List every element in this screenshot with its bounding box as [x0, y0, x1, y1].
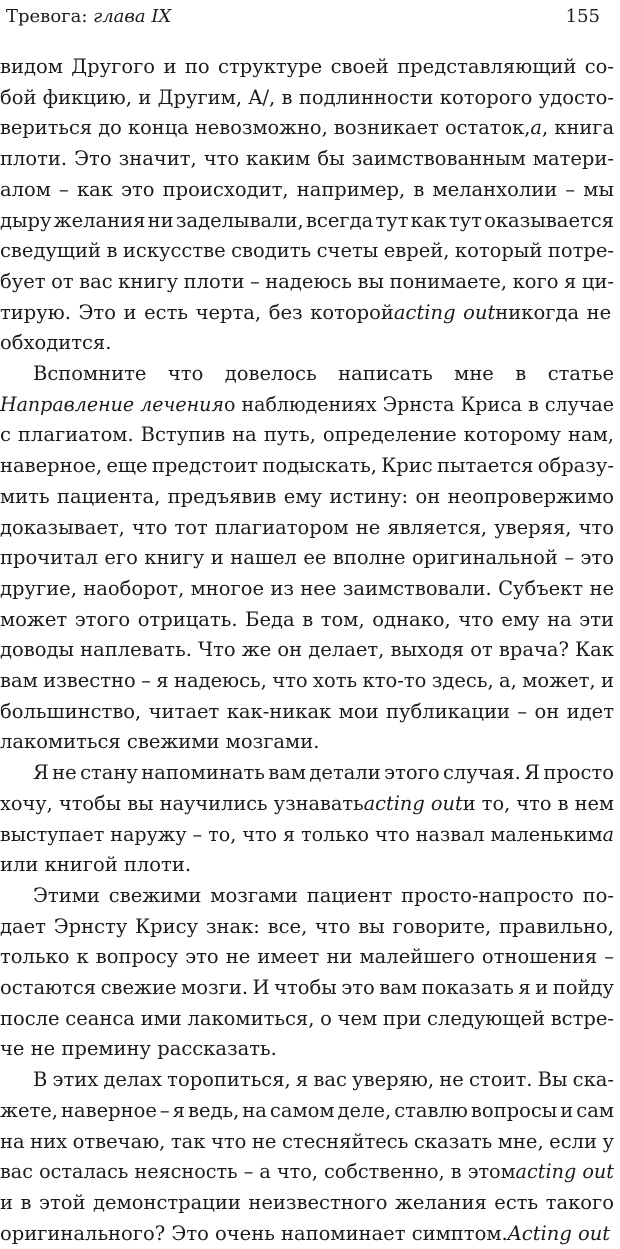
text-run: о наблюдениях Эрнста Криса в случае — [223, 392, 614, 416]
italic-run: Направление лечения — [0, 392, 224, 416]
text-line-content — [0, 1157, 614, 1187]
text-line — [0, 1065, 614, 1095]
text-line — [0, 635, 614, 665]
text-line-content — [33, 881, 614, 911]
text-run: прочитал его книгу и нашел ее вполне оригинальной – это — [0, 546, 614, 570]
text-line — [0, 113, 614, 143]
text-run: Я не стану напоминать вам детали этого случая. Я просто — [33, 761, 614, 785]
text-line-content — [0, 574, 614, 604]
text-line-content — [0, 1096, 614, 1126]
text-run: Этими свежими мозгами пациент просто-напросто по- — [33, 883, 614, 907]
text-line — [0, 697, 614, 727]
text-run: В этих делах торопиться, я вас уверяю, не стоит. Вы ска- — [33, 1068, 614, 1092]
text-line-content — [0, 789, 614, 819]
text-line-content — [0, 635, 614, 665]
text-run: остаются свежие мозги. И чтобы это вам показать я и пойду — [0, 976, 614, 999]
text-line-content — [33, 359, 614, 389]
text-line-content — [0, 1034, 277, 1064]
text-line — [0, 267, 614, 297]
text-run: большинство, читает как-никак мои публикации – он идет — [0, 699, 614, 723]
text-line-content — [0, 83, 614, 113]
text-run: плоти. Это значит, что каким бы заимствованным матери- — [0, 147, 614, 171]
text-line — [0, 758, 614, 788]
text-line-content — [0, 482, 614, 512]
text-line-content — [0, 973, 614, 1003]
text-run: видом Другого и по структуре своей представляющий со- — [0, 55, 614, 78]
text-run: вам известно – я надеюсь, что хоть кто-то здесь, а, может, и — [0, 669, 614, 692]
text-line-content — [33, 1065, 614, 1095]
text-line — [0, 789, 614, 819]
text-line-content — [0, 1004, 614, 1034]
italic-run: acting out — [515, 1160, 614, 1184]
text-line — [0, 83, 614, 113]
text-run: наверное, еще предстоит подыскать, Крис пытается образу- — [0, 454, 614, 478]
text-line-content — [0, 543, 614, 573]
text-line — [0, 1004, 614, 1034]
text-line — [0, 850, 614, 880]
text-run: жете, наверное – я ведь, на самом деле, ставлю вопросы и сам — [0, 1098, 614, 1122]
text-line-content — [0, 697, 614, 727]
text-line-content — [0, 175, 614, 205]
text-line-content — [0, 390, 614, 420]
text-line-content — [0, 420, 614, 450]
text-run: , книга — [542, 116, 614, 140]
text-line — [0, 543, 614, 573]
text-line-content — [0, 206, 614, 236]
text-line — [0, 175, 614, 205]
text-line-content — [0, 820, 614, 850]
text-run: мить пациента, предъявив ему истину: он неопровержимо — [0, 484, 614, 508]
text-run: и то, что в нем — [462, 791, 614, 815]
italic-run: acting out — [363, 791, 463, 815]
text-line — [0, 973, 614, 1003]
italic-run: acting out — [393, 300, 496, 324]
text-line-content — [0, 912, 614, 942]
text-line-content — [0, 328, 111, 358]
text-run: хочу, чтобы вы научились узнавать — [0, 791, 364, 815]
text-line — [0, 298, 614, 328]
page-number: 155 — [565, 6, 600, 27]
text-line-content — [0, 666, 614, 696]
text-run: может этого отрицать. Беда в том, однако, что ему на эти — [0, 607, 614, 631]
text-line — [0, 328, 614, 358]
text-line — [0, 1188, 614, 1218]
text-line-content — [0, 850, 191, 880]
text-line — [0, 144, 614, 174]
text-run: дает Эрнсту Крису знак: все, что вы говорите, правильно, — [0, 914, 614, 938]
text-line — [0, 881, 614, 911]
text-line — [0, 1127, 614, 1157]
text-line-content — [0, 451, 614, 481]
text-line — [0, 1219, 614, 1249]
text-run: дыру желания ни заделывали, всегда тут как тут оказывается — [0, 208, 614, 232]
text-line — [0, 513, 614, 543]
text-run: только к вопросу это не имеет ни малейшего отношения – — [0, 945, 614, 969]
text-line — [0, 482, 614, 512]
text-run: доводы наплевать. Что же он делает, выходя от врача? Как — [0, 638, 614, 662]
text-line-content — [0, 1127, 614, 1157]
text-line — [0, 420, 614, 450]
text-run: лакомиться свежими мозгами. — [0, 730, 320, 754]
text-line — [0, 1157, 614, 1187]
text-run: алом – как это происходит, например, в меланхолии – мы — [0, 177, 614, 201]
text-run: тирую. Это и есть черта, без которой — [0, 300, 394, 324]
text-line — [0, 236, 614, 266]
text-line-content — [0, 267, 614, 297]
text-run: никогда не — [495, 300, 612, 324]
text-run: оригинального? Это очень напоминает симптом. — [0, 1221, 508, 1245]
text-run: вериться до конца невозможно, возникает остаток, — [0, 116, 531, 140]
text-run: на них отвечаю, так что не стесняйтесь сказать мне, если у — [0, 1129, 614, 1153]
text-run: че не премину рассказать. — [0, 1037, 277, 1061]
text-line — [0, 912, 614, 942]
text-run: другие, наоборот, многое из нее заимствовали. Субъект не — [0, 576, 614, 600]
running-title — [6, 4, 171, 30]
text-line — [0, 390, 614, 420]
italic-run: a — [530, 116, 543, 140]
italic-run: a — [602, 822, 614, 846]
text-line — [0, 574, 614, 604]
text-line — [0, 605, 614, 635]
text-run: с плагиатом. Вступив на путь, определение которому нам, — [0, 423, 614, 447]
text-line — [0, 206, 614, 236]
text-line — [0, 666, 614, 696]
text-line-content — [0, 52, 614, 82]
running-title-chapter: глава IX — [93, 6, 172, 27]
text-run: сведущий в искусстве сводить счеты еврей, который потре- — [0, 239, 614, 263]
text-run: вас осталась неясность – а что, собственно, в этом — [0, 1160, 516, 1184]
running-title-book: Тревога: — [6, 6, 94, 27]
page-header — [6, 4, 600, 30]
text-line-content — [0, 727, 319, 757]
text-line-content — [0, 113, 614, 143]
text-run: выступает наружу – то, что я только что назвал маленьким — [0, 822, 603, 846]
text-line-content — [0, 1188, 614, 1218]
text-line-content — [0, 942, 614, 972]
text-line — [0, 1034, 614, 1064]
text-line — [0, 820, 614, 850]
text-line — [0, 1096, 614, 1126]
text-run: и в этой демонстрации неизвестного желания есть такого — [0, 1190, 614, 1214]
text-line-content — [0, 236, 614, 266]
text-run: доказывает, что тот плагиатором не является, уверяя, что — [0, 515, 614, 539]
text-run: бой фикцию, и Другим, A/, в подлинности которого удосто- — [0, 85, 614, 109]
text-line-content — [0, 298, 611, 328]
text-line — [0, 52, 614, 82]
text-line-content — [0, 605, 614, 635]
text-line-content — [33, 758, 614, 788]
text-run: или книгой плоти. — [0, 853, 192, 877]
text-run: бует от вас книгу плоти – надеюсь вы понимаете, кого я ци- — [0, 269, 614, 293]
text-run: обходится. — [0, 331, 112, 355]
text-run: Вспомните что довелось написать мне в статье — [33, 362, 614, 385]
text-line — [0, 942, 614, 972]
text-run: после сеанса ими лакомиться, о чем при следующей встре- — [0, 1006, 614, 1030]
italic-run: Acting out — [507, 1221, 611, 1245]
text-line — [0, 451, 614, 481]
text-line-content — [0, 144, 614, 174]
text-line — [0, 359, 614, 389]
text-line-content — [0, 1219, 610, 1249]
text-line — [0, 727, 614, 757]
text-line-content — [0, 513, 614, 543]
